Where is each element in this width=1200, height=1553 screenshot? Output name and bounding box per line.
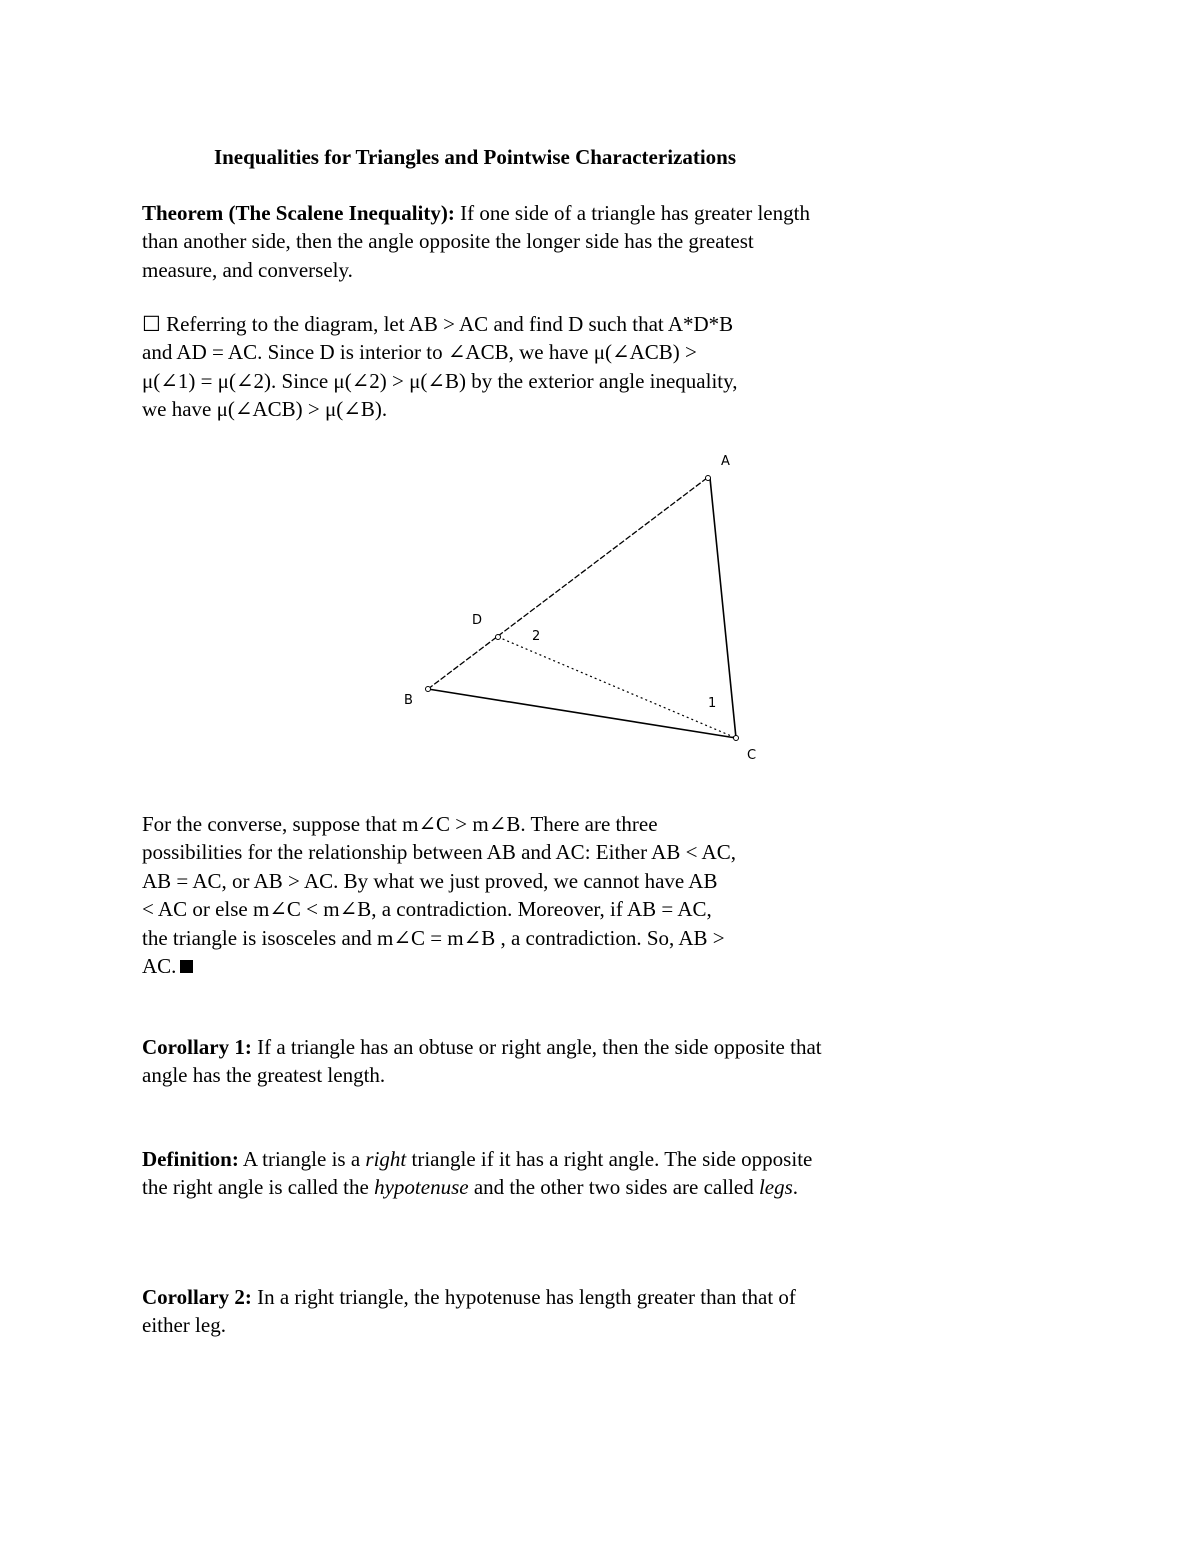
definition-text: . — [792, 1175, 799, 1200]
label-c: C — [747, 748, 757, 763]
page-title: Inequalities for Triangles and Pointwise Characterizations — [213, 145, 737, 169]
corollary-2-label: Corollary 2: — [142, 1285, 252, 1309]
vertex-a-point — [706, 476, 711, 481]
definition-label: Definition: — [142, 1147, 239, 1171]
side-bc — [428, 689, 736, 738]
converse-line: For the converse, suppose that m∠C > m∠B. There are three — [142, 812, 658, 836]
corollary-1-label: Corollary 1: — [142, 1035, 252, 1059]
corollary-1-text: If a triangle has an obtuse or right angle, then the side opposite that angle has the greatest length. — [142, 1035, 822, 1088]
term-legs: legs — [758, 1175, 793, 1200]
term-hypotenuse: hypotenuse — [374, 1175, 469, 1200]
triangle-diagram — [380, 440, 800, 780]
label-d: D — [472, 613, 483, 628]
converse-line: the triangle is isosceles and m∠C = m∠B , a contradiction. So, AB > — [142, 925, 725, 950]
converse-last-line — [142, 952, 822, 980]
converse-paragraph — [142, 810, 822, 980]
corollary-2-paragraph — [142, 1283, 822, 1340]
proof-paragraph — [142, 310, 822, 424]
corollary-2-text: In a right triangle, the hypotenuse has length greater than that of either leg. — [142, 1285, 796, 1338]
label-angle-1: 1 — [708, 696, 717, 711]
term-right: right — [365, 1147, 407, 1171]
theorem-label: Theorem (The Scalene Inequality): — [142, 201, 455, 225]
converse-line: possibilities for the relationship between AB and AC: Either AB < AC, — [142, 840, 736, 865]
definition-text: and the other two sides are called — [468, 1175, 759, 1200]
corollary-1-paragraph — [142, 1033, 822, 1090]
proof-line: we have μ(∠ACB) > μ(∠B). — [142, 397, 388, 422]
definition-text: A triangle is a — [238, 1147, 366, 1171]
proof-line: μ(∠1) = μ(∠2). Since μ(∠2) > μ(∠B) by the exterior angle inequality, — [142, 368, 738, 393]
converse-line: AC. — [142, 954, 177, 979]
definition-text: triangle if it has a right angle. The side opposite the right angle is called the — [142, 1147, 813, 1200]
label-angle-2: 2 — [532, 629, 541, 644]
label-b: B — [404, 693, 413, 708]
side-ab — [428, 478, 707, 689]
theorem-text: If one side of a triangle has greater length than another side, then the angle opposite the longer side has the greatest measure, and conversely. — [142, 201, 810, 282]
point-d — [496, 635, 501, 640]
qed-square-icon — [180, 960, 193, 973]
label-a: A — [721, 454, 730, 469]
vertex-c-point — [734, 736, 739, 741]
proof-line: ☐ Referring to the diagram, let AB > AC and find D such that A*D*B — [142, 312, 734, 336]
definition-paragraph — [142, 1145, 822, 1202]
proof-line: and AD = AC. Since D is interior to ∠ACB, we have μ(∠ACB) > — [142, 340, 697, 365]
theorem-paragraph — [142, 199, 822, 284]
converse-line: AB = AC, or AB > AC. By what we just proved, we cannot have AB — [142, 868, 718, 893]
vertex-b-point — [426, 687, 431, 692]
segment-dc — [498, 637, 736, 738]
converse-line: < AC or else m∠C < m∠B, a contradiction. Moreover, if AB = AC, — [142, 897, 712, 922]
